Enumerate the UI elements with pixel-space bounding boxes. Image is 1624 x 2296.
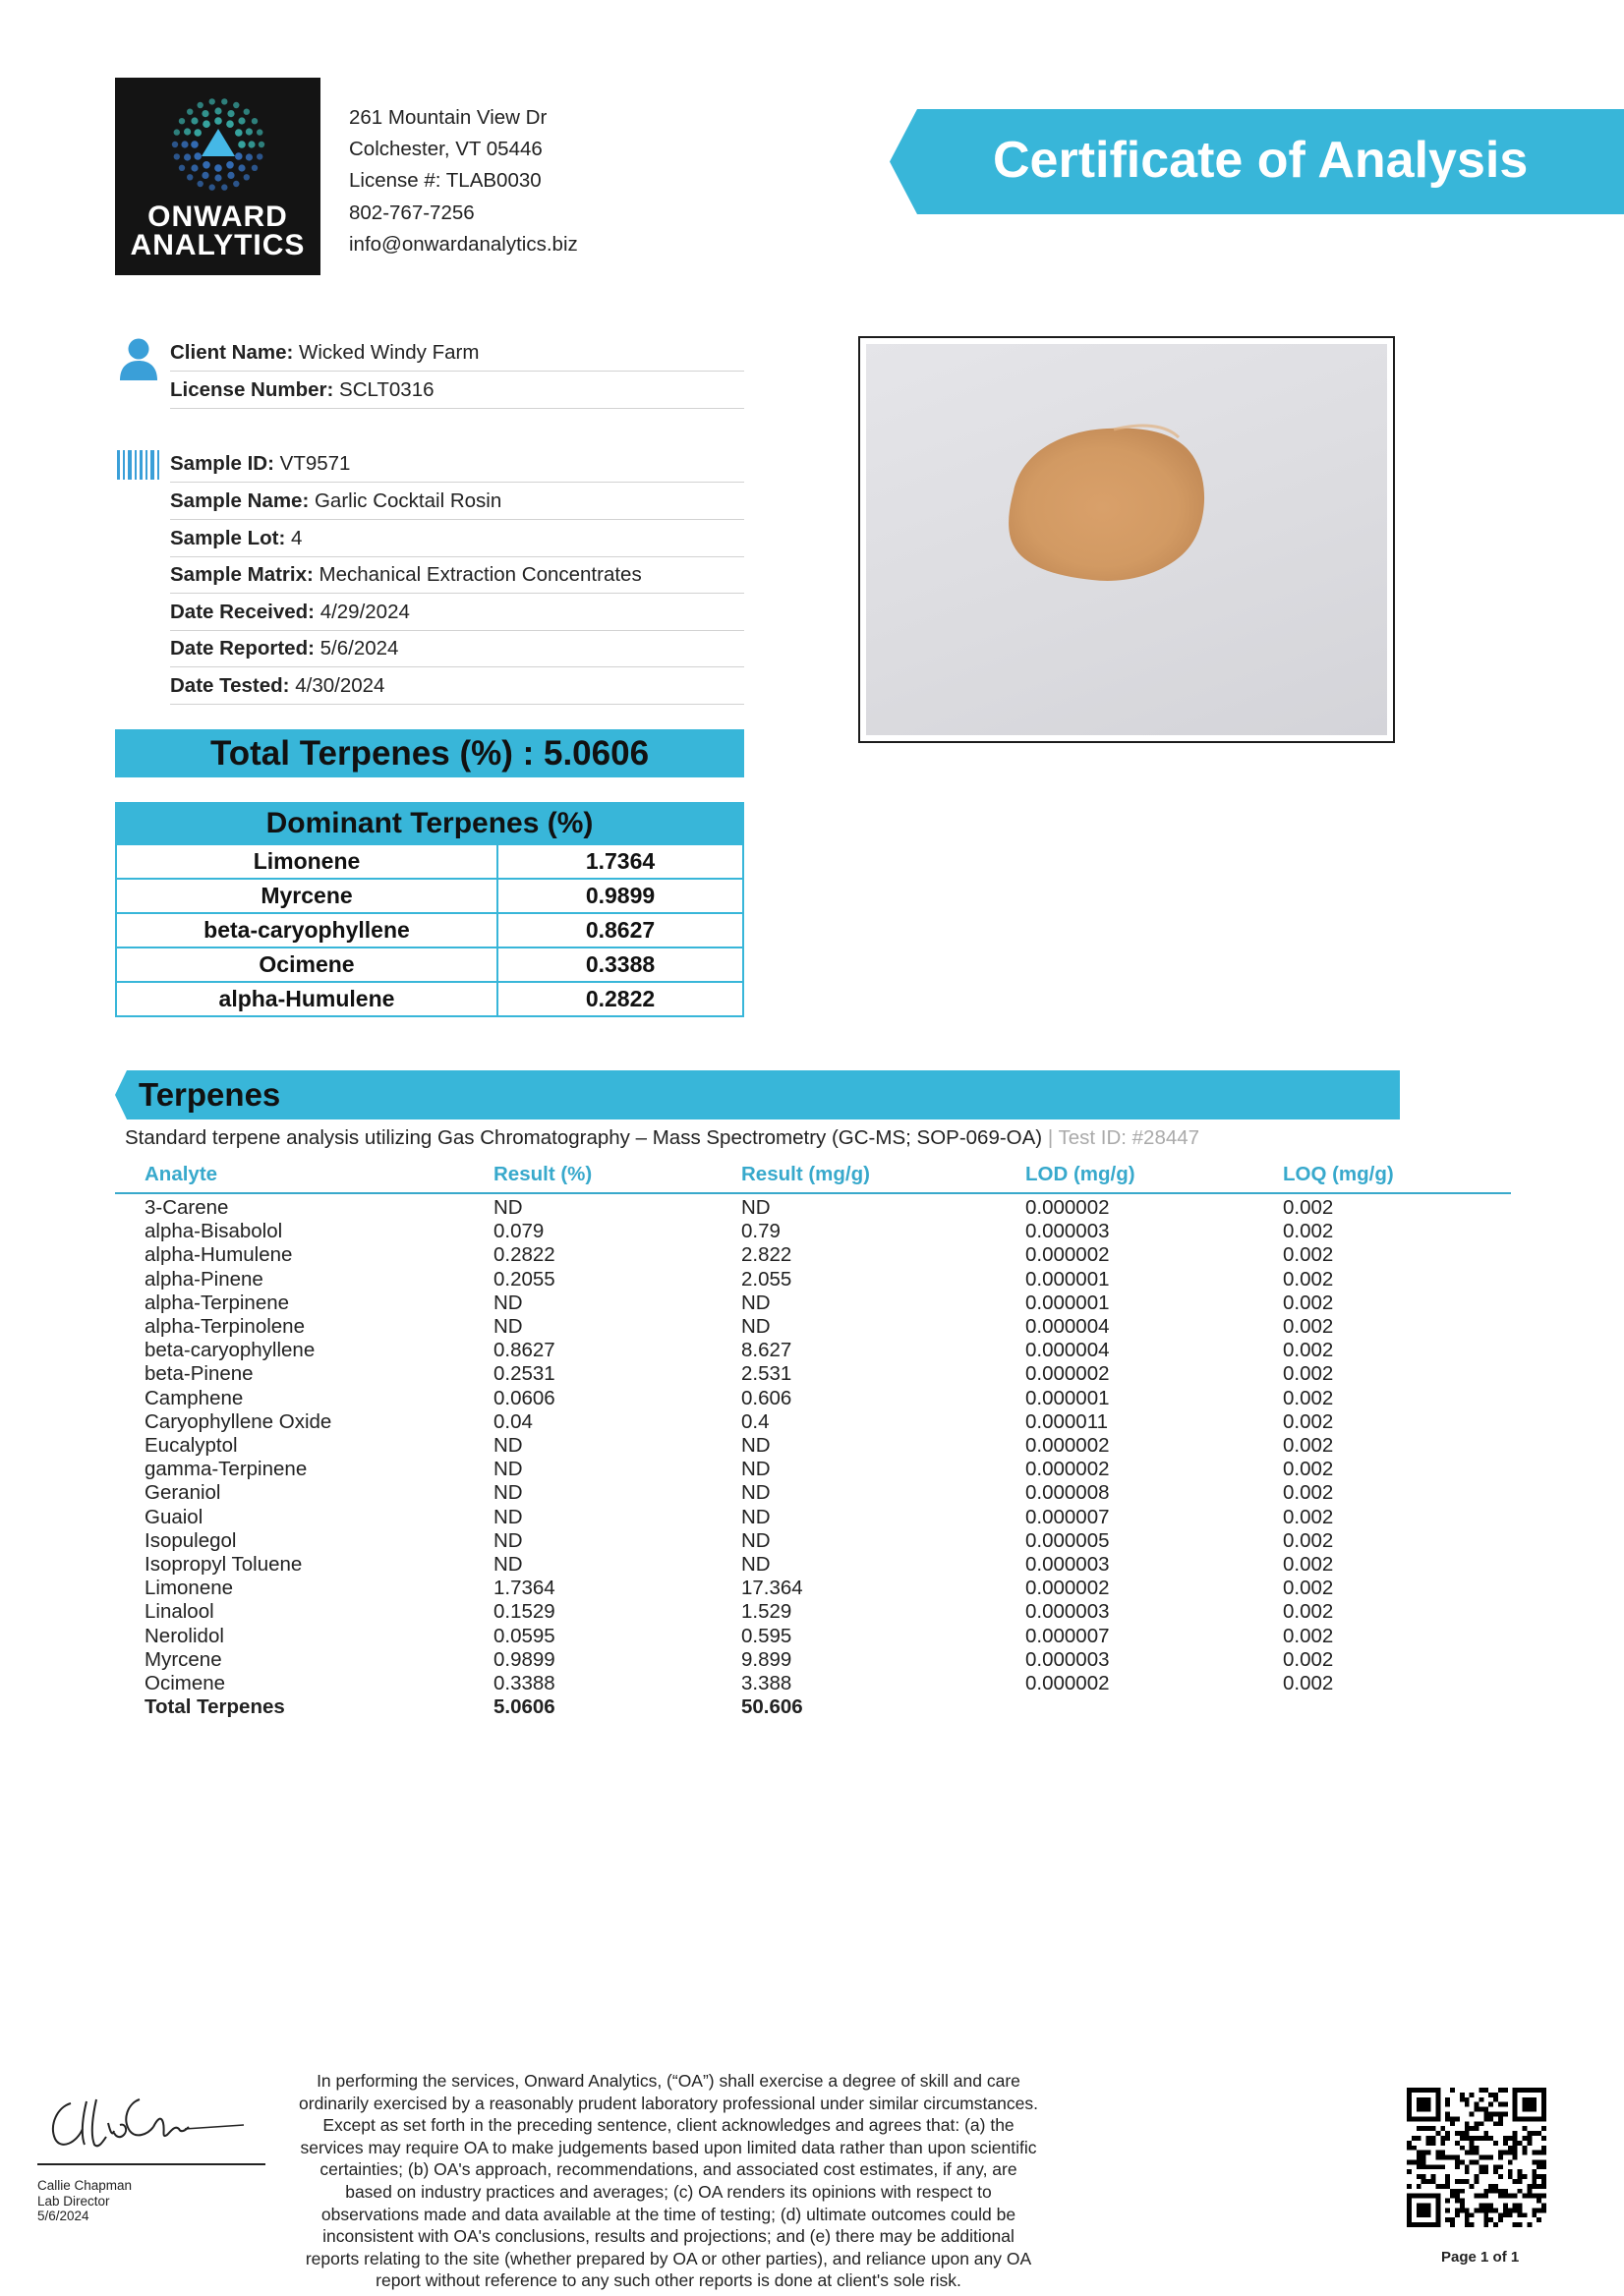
sample-lot: 4 bbox=[291, 527, 303, 549]
result-percent-cell: 0.04 bbox=[493, 1409, 533, 1433]
analyte-cell: alpha-Bisabolol bbox=[145, 1220, 283, 1243]
address-email: info@onwardanalytics.biz bbox=[349, 232, 578, 256]
table-row bbox=[0, 1625, 1624, 1648]
lod-cell: 0.000003 bbox=[1025, 1553, 1110, 1576]
loq-cell: 0.002 bbox=[1283, 1196, 1334, 1219]
table-row bbox=[0, 1648, 1624, 1672]
logo-mark-icon bbox=[164, 95, 272, 194]
result-mgg-cell: 0.4 bbox=[741, 1409, 770, 1433]
analyte-cell: alpha-Pinene bbox=[145, 1267, 263, 1291]
barcode-icon bbox=[117, 450, 160, 480]
dominant-row bbox=[116, 947, 743, 982]
analyte-cell: Myrcene bbox=[145, 1647, 222, 1671]
sample-matrix: Mechanical Extraction Concentrates bbox=[319, 563, 642, 586]
date-reported-label: Date Reported: bbox=[170, 637, 315, 660]
result-mgg-cell: ND bbox=[741, 1505, 771, 1528]
table-row bbox=[0, 1268, 1624, 1292]
terpenes-section-banner bbox=[115, 1070, 1400, 1119]
page-number: Page 1 of 1 bbox=[1441, 2249, 1520, 2266]
lod-cell: 0.000003 bbox=[1025, 1647, 1110, 1671]
result-mgg-cell: 17.364 bbox=[741, 1577, 803, 1600]
result-mgg-cell: 3.388 bbox=[741, 1672, 792, 1694]
result-percent-cell: ND bbox=[493, 1458, 523, 1481]
total-result-mgg-cell: 50.606 bbox=[741, 1695, 803, 1719]
sample-matrix-label: Sample Matrix: bbox=[170, 563, 314, 586]
loq-cell: 0.002 bbox=[1283, 1505, 1334, 1528]
document-title: Certificate of Analysis bbox=[993, 132, 1529, 189]
terpenes-section-title: Terpenes bbox=[139, 1076, 281, 1113]
result-percent-cell: ND bbox=[493, 1196, 523, 1219]
sample-name: Garlic Cocktail Rosin bbox=[314, 489, 502, 512]
dominant-value: 0.2822 bbox=[497, 982, 743, 1016]
result-mgg-cell: 2.822 bbox=[741, 1243, 792, 1267]
signer-date: 5/6/2024 bbox=[37, 2209, 89, 2223]
lod-cell: 0.000001 bbox=[1025, 1386, 1110, 1409]
lod-cell: 0.000004 bbox=[1025, 1315, 1110, 1338]
table-row bbox=[0, 1458, 1624, 1481]
loq-cell: 0.002 bbox=[1283, 1409, 1334, 1433]
certificate-banner bbox=[890, 109, 1624, 214]
total-result-percent-cell: 5.0606 bbox=[493, 1695, 555, 1719]
loq-cell: 0.002 bbox=[1283, 1291, 1334, 1314]
analyte-cell: Guaiol bbox=[145, 1505, 203, 1528]
loq-cell: 0.002 bbox=[1283, 1553, 1334, 1576]
logo-text-line2: ANALYTICS bbox=[130, 229, 306, 261]
lod-cell: 0.000003 bbox=[1025, 1600, 1110, 1624]
analyte-cell: gamma-Terpinene bbox=[145, 1458, 308, 1481]
lod-cell: 0.000002 bbox=[1025, 1672, 1110, 1694]
table-row bbox=[0, 1292, 1624, 1315]
lod-cell: 0.000007 bbox=[1025, 1505, 1110, 1528]
result-percent-cell: 0.8627 bbox=[493, 1339, 555, 1362]
table-row bbox=[0, 1553, 1624, 1577]
date-tested-row bbox=[170, 667, 744, 705]
result-mgg-cell: 2.055 bbox=[741, 1267, 792, 1291]
analyte-cell: alpha-Humulene bbox=[145, 1243, 293, 1267]
result-percent-cell: 0.2822 bbox=[493, 1243, 555, 1267]
logo-text-line1: ONWARD bbox=[147, 201, 288, 233]
lod-cell: 0.000002 bbox=[1025, 1362, 1110, 1386]
sample-id-label: Sample ID: bbox=[170, 452, 274, 475]
date-reported: 5/6/2024 bbox=[319, 637, 399, 660]
method-text: Standard terpene analysis utilizing Gas Chromatography – Mass Spectrometry (GC-MS; SOP-069-OA) bbox=[125, 1126, 1043, 1149]
table-row bbox=[0, 1243, 1624, 1267]
table-header-divider bbox=[115, 1192, 1511, 1194]
dominant-row bbox=[116, 879, 743, 913]
legal-disclaimer: In performing the services, Onward Analytics, (“OA”) shall exercise a degree of skill and care ordinarily exercised by a reasonably prudent laboratory professional under similar circumstances. Except as set forth in the preceding sentence, client acknowledges and agrees that: (a) the services may require OA to make judgements based upon limited data rather than upon scientific certainties; (b) OA's approach, recommendations, and associated cost estimates, if any, are based on industry practices and averages; (c) OA renders its opinions with respect to observations made and data available at the time of testing; (d) ultimate outcomes could be inconsistent with OA's conclusions, results and projections; and (e) there may be additional reports relating to the site (whether prepared by OA or other parties), and reliance upon any OA report without reference to any such other reports is done at client's sole risk. bbox=[299, 2071, 1038, 2291]
analyte-cell: Geraniol bbox=[145, 1481, 221, 1505]
analyte-cell: alpha-Terpinolene bbox=[145, 1315, 305, 1338]
date-received: 4/29/2024 bbox=[319, 601, 410, 623]
column-header-loq: LOQ (mg/g) bbox=[1283, 1163, 1394, 1185]
lod-cell: 0.000004 bbox=[1025, 1339, 1110, 1362]
dominant-value: 0.8627 bbox=[497, 913, 743, 947]
license-number: SCLT0316 bbox=[339, 378, 435, 401]
dominant-value: 0.9899 bbox=[497, 879, 743, 913]
table-row bbox=[0, 1577, 1624, 1600]
address-line: Colchester, VT 05446 bbox=[349, 138, 543, 161]
address-line: 261 Mountain View Dr bbox=[349, 106, 548, 129]
table-row bbox=[0, 1672, 1624, 1695]
result-mgg-cell: 9.899 bbox=[741, 1647, 792, 1671]
sample-name-row bbox=[170, 483, 744, 520]
analyte-cell: Camphene bbox=[145, 1386, 244, 1409]
analyte-cell: beta-Pinene bbox=[145, 1362, 254, 1386]
total-analyte-cell: Total Terpenes bbox=[145, 1695, 285, 1719]
loq-cell: 0.002 bbox=[1283, 1220, 1334, 1243]
loq-cell: 0.002 bbox=[1283, 1577, 1334, 1600]
table-row bbox=[0, 1196, 1624, 1220]
date-tested-label: Date Tested: bbox=[170, 674, 290, 697]
loq-cell: 0.002 bbox=[1283, 1362, 1334, 1386]
dominant-row bbox=[116, 982, 743, 1016]
column-header-analyte: Analyte bbox=[145, 1163, 218, 1185]
date-tested: 4/30/2024 bbox=[295, 674, 385, 697]
result-percent-cell: ND bbox=[493, 1434, 523, 1457]
client-name: Wicked Windy Farm bbox=[299, 341, 480, 364]
method-description bbox=[125, 1126, 1199, 1150]
dominant-terpenes-title: Dominant Terpenes (%) bbox=[116, 803, 743, 844]
license-number-label: License Number: bbox=[170, 378, 334, 401]
table-row bbox=[0, 1315, 1624, 1339]
analyte-cell: Isopulegol bbox=[145, 1528, 237, 1552]
analyte-cell: 3-Carene bbox=[145, 1196, 229, 1219]
result-percent-cell: 0.0595 bbox=[493, 1624, 555, 1647]
loq-cell: 0.002 bbox=[1283, 1339, 1334, 1362]
lod-cell: 0.000001 bbox=[1025, 1291, 1110, 1314]
date-received-label: Date Received: bbox=[170, 601, 315, 623]
address-line: License #: TLAB0030 bbox=[349, 169, 542, 193]
dominant-value: 0.3388 bbox=[497, 947, 743, 982]
result-percent-cell: 0.1529 bbox=[493, 1600, 555, 1624]
sample-matrix-row bbox=[170, 556, 744, 594]
table-row bbox=[0, 1362, 1624, 1386]
result-percent-cell: 0.079 bbox=[493, 1220, 545, 1243]
client-name-label: Client Name: bbox=[170, 341, 294, 364]
lod-cell: 0.000002 bbox=[1025, 1577, 1110, 1600]
result-mgg-cell: 1.529 bbox=[741, 1600, 792, 1624]
sample-photo bbox=[858, 336, 1395, 743]
test-id: | Test ID: #28447 bbox=[1042, 1126, 1200, 1149]
lod-cell: 0.000001 bbox=[1025, 1267, 1110, 1291]
table-row bbox=[0, 1339, 1624, 1362]
result-mgg-cell: ND bbox=[741, 1434, 771, 1457]
lod-cell: 0.000003 bbox=[1025, 1220, 1110, 1243]
loq-cell: 0.002 bbox=[1283, 1600, 1334, 1624]
result-mgg-cell: 8.627 bbox=[741, 1339, 792, 1362]
result-mgg-cell: 0.595 bbox=[741, 1624, 792, 1647]
analyte-cell: Eucalyptol bbox=[145, 1434, 238, 1457]
lod-cell: 0.000011 bbox=[1025, 1409, 1108, 1433]
sample-lot-label: Sample Lot: bbox=[170, 527, 286, 549]
table-row bbox=[0, 1220, 1624, 1243]
company-address bbox=[349, 102, 578, 260]
lod-cell: 0.000002 bbox=[1025, 1458, 1110, 1481]
table-row bbox=[0, 1410, 1624, 1434]
dominant-name: Ocimene bbox=[116, 947, 497, 982]
column-header-result-mgg: Result (mg/g) bbox=[741, 1163, 870, 1185]
date-reported-row bbox=[170, 630, 744, 667]
lod-cell: 0.000007 bbox=[1025, 1624, 1110, 1647]
analyte-cell: Nerolidol bbox=[145, 1624, 224, 1647]
signature-image bbox=[37, 2074, 254, 2162]
result-percent-cell: ND bbox=[493, 1315, 523, 1338]
dominant-name: beta-caryophyllene bbox=[116, 913, 497, 947]
dominant-name: alpha-Humulene bbox=[116, 982, 497, 1016]
loq-cell: 0.002 bbox=[1283, 1528, 1334, 1552]
signer-title: Lab Director bbox=[37, 2193, 110, 2209]
sample-id: VT9571 bbox=[279, 452, 351, 475]
loq-cell: 0.002 bbox=[1283, 1386, 1334, 1409]
result-percent-cell: 0.0606 bbox=[493, 1386, 555, 1409]
result-percent-cell: 0.9899 bbox=[493, 1647, 555, 1671]
column-header-lod: LOD (mg/g) bbox=[1025, 1163, 1135, 1185]
signature-line bbox=[37, 2163, 265, 2165]
result-mgg-cell: ND bbox=[741, 1315, 771, 1338]
analyte-cell: Ocimene bbox=[145, 1672, 226, 1694]
signer-name: Callie Chapman bbox=[37, 2178, 133, 2193]
dominant-row bbox=[116, 913, 743, 947]
total-terpenes-bar: Total Terpenes (%) : 5.0606 bbox=[115, 729, 744, 777]
analyte-cell: Isopropyl Toluene bbox=[145, 1553, 303, 1576]
lod-cell: 0.000002 bbox=[1025, 1434, 1110, 1457]
table-row bbox=[0, 1506, 1624, 1529]
address-line: 802-767-7256 bbox=[349, 201, 475, 224]
table-row bbox=[0, 1529, 1624, 1553]
lod-cell: 0.000005 bbox=[1025, 1528, 1110, 1552]
table-row bbox=[0, 1434, 1624, 1458]
license-number-row bbox=[170, 372, 744, 409]
result-mgg-cell: ND bbox=[741, 1528, 771, 1552]
result-percent-cell: ND bbox=[493, 1481, 523, 1505]
dominant-name: Limonene bbox=[116, 844, 497, 879]
result-mgg-cell: ND bbox=[741, 1458, 771, 1481]
analyte-cell: Caryophyllene Oxide bbox=[145, 1409, 332, 1433]
analyte-cell: Limonene bbox=[145, 1577, 234, 1600]
result-percent-cell: 0.3388 bbox=[493, 1672, 555, 1694]
column-header-result-percent: Result (%) bbox=[493, 1163, 593, 1185]
result-mgg-cell: ND bbox=[741, 1196, 771, 1219]
lod-cell: 0.000002 bbox=[1025, 1196, 1110, 1219]
sample-name-label: Sample Name: bbox=[170, 489, 310, 512]
result-mgg-cell: ND bbox=[741, 1481, 771, 1505]
total-row bbox=[0, 1695, 1624, 1719]
qr-code[interactable] bbox=[1407, 2088, 1546, 2227]
loq-cell: 0.002 bbox=[1283, 1267, 1334, 1291]
loq-cell: 0.002 bbox=[1283, 1624, 1334, 1647]
analyte-cell: beta-caryophyllene bbox=[145, 1339, 316, 1362]
loq-cell: 0.002 bbox=[1283, 1647, 1334, 1671]
dominant-value: 1.7364 bbox=[497, 844, 743, 879]
result-percent-cell: ND bbox=[493, 1291, 523, 1314]
dominant-row bbox=[116, 844, 743, 879]
result-percent-cell: ND bbox=[493, 1553, 523, 1576]
client-name-row bbox=[170, 334, 744, 372]
result-percent-cell: 0.2531 bbox=[493, 1362, 555, 1386]
table-row bbox=[0, 1481, 1624, 1505]
sample-id-row bbox=[170, 445, 744, 483]
result-mgg-cell: ND bbox=[741, 1291, 771, 1314]
result-mgg-cell: ND bbox=[741, 1553, 771, 1576]
loq-cell: 0.002 bbox=[1283, 1315, 1334, 1338]
result-mgg-cell: 0.606 bbox=[741, 1386, 792, 1409]
loq-cell: 0.002 bbox=[1283, 1481, 1334, 1505]
loq-cell: 0.002 bbox=[1283, 1243, 1334, 1267]
result-percent-cell: 0.2055 bbox=[493, 1267, 555, 1291]
lod-cell: 0.000002 bbox=[1025, 1243, 1110, 1267]
analyte-cell: Linalool bbox=[145, 1600, 214, 1624]
dominant-name: Myrcene bbox=[116, 879, 497, 913]
dominant-terpenes-table bbox=[115, 802, 744, 1017]
result-percent-cell: 1.7364 bbox=[493, 1577, 555, 1600]
result-mgg-cell: 0.79 bbox=[741, 1220, 781, 1243]
lod-cell: 0.000008 bbox=[1025, 1481, 1110, 1505]
person-icon bbox=[117, 337, 160, 382]
table-row bbox=[0, 1600, 1624, 1624]
loq-cell: 0.002 bbox=[1283, 1458, 1334, 1481]
date-received-row bbox=[170, 594, 744, 631]
sample-lot-row bbox=[170, 520, 744, 557]
signer-block bbox=[37, 2178, 132, 2224]
result-percent-cell: ND bbox=[493, 1505, 523, 1528]
result-percent-cell: ND bbox=[493, 1528, 523, 1552]
loq-cell: 0.002 bbox=[1283, 1672, 1334, 1694]
table-row bbox=[0, 1387, 1624, 1410]
result-mgg-cell: 2.531 bbox=[741, 1362, 792, 1386]
analyte-cell: alpha-Terpinene bbox=[145, 1291, 290, 1314]
company-logo bbox=[115, 78, 320, 275]
loq-cell: 0.002 bbox=[1283, 1434, 1334, 1457]
